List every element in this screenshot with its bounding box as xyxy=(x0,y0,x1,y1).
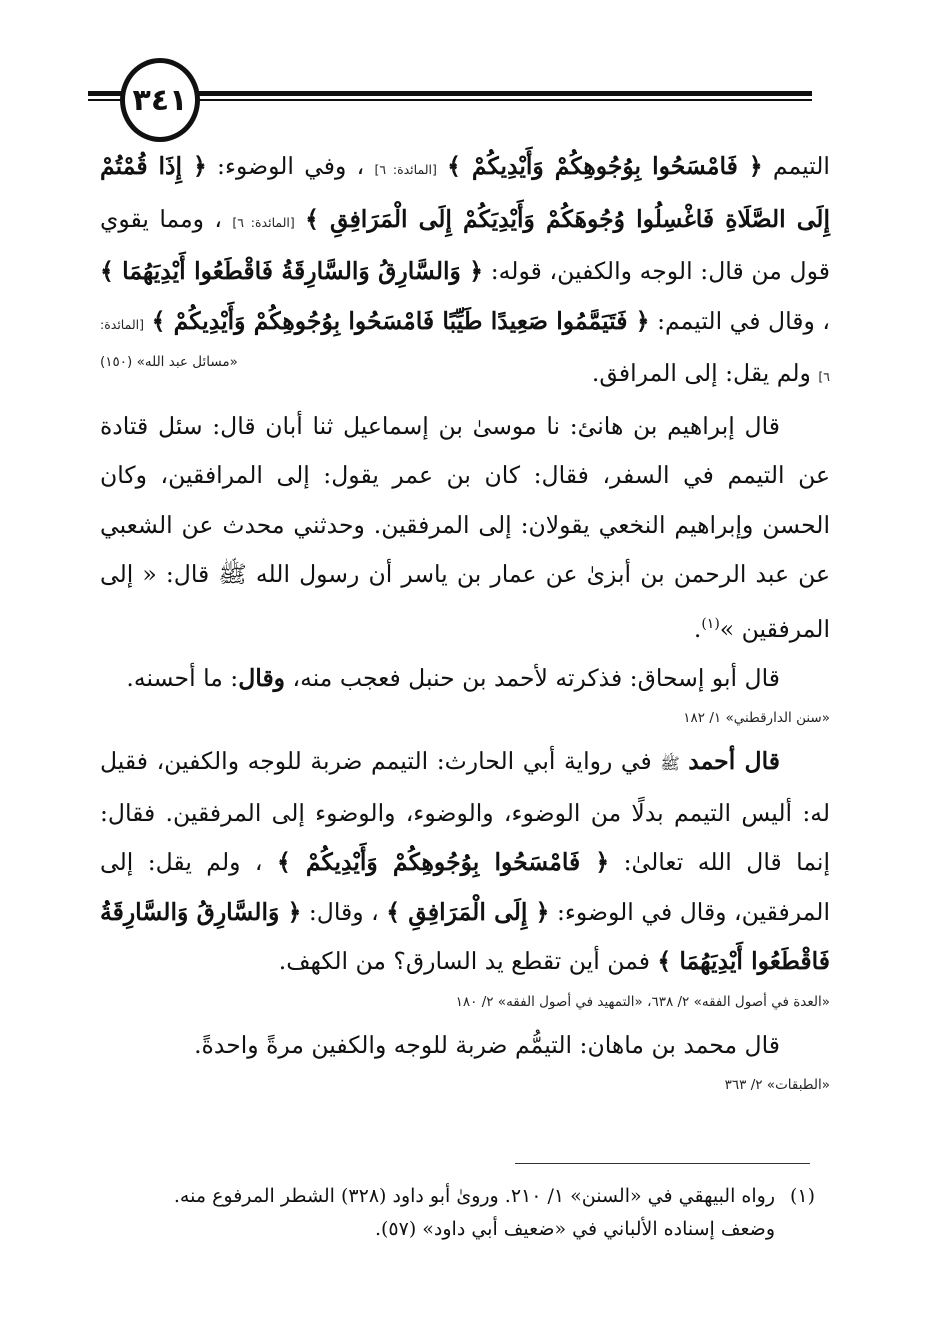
text-span: التيمم xyxy=(772,152,830,180)
quran-quote: ﴿ وَالسَّارِقُ وَالسَّارِقَةُ فَاقْطَعُوا أَيْدِيَهُمَا ﴾ xyxy=(100,257,484,285)
quran-quote: ﴿ فَامْسَحُوا بِوُجُوهِكُمْ وَأَيْدِيكُمْ ﴾ xyxy=(447,152,763,180)
verse-reference: [المائدة: ٦] xyxy=(100,316,830,384)
quran-quote: ﴿ إِذَا قُمْتُمْ إِلَى الصَّلَاةِ فَاغْسِلُوا وُجُوهَكُمْ وَأَيْدِيَكُمْ إِلَى الْمَرَافِقِ ﴾ xyxy=(100,152,830,233)
source-citation: «العدة في أصول الفقه» ٢/ ٦٣٨، «التمهيد في أصول الفقه» ٢/ ١٨٠ xyxy=(455,993,830,1010)
header-rule-left xyxy=(88,91,124,96)
footnote-separator xyxy=(515,1163,810,1164)
page-header xyxy=(88,58,812,148)
bold-text: وقال xyxy=(238,663,286,692)
paragraph-muhammad-mahan xyxy=(100,1021,830,1071)
quran-quote: ﴿ فَتَيَمَّمُوا صَعِيدًا طَيِّبًا فَامْسَحُوا بِوُجُوهِكُمْ وَأَيْدِيكُمْ ﴾ xyxy=(151,306,650,335)
paragraph-ibrahim-hani xyxy=(100,402,830,654)
bold-text: قال أحمد xyxy=(688,747,780,776)
honorific-glyph: ﷺ xyxy=(660,754,680,774)
text-span: : ما أحسنه. xyxy=(126,663,239,692)
paragraph-ahmad xyxy=(100,737,830,987)
text-span: قال محمد بن ماهان: التيمُّم ضربة للوجه والكفين مرةً واحدةً. xyxy=(194,1030,780,1059)
page-body xyxy=(100,142,830,1104)
text-span: فمن أين تقطع يد السارق؟ من الكهف. xyxy=(278,947,650,976)
header-rule-left-thin xyxy=(88,99,124,101)
footnote-number: (١) xyxy=(789,1185,815,1207)
verse-reference: [المائدة: ٦] xyxy=(232,214,295,230)
footnote-line xyxy=(100,1180,815,1213)
page-number: ٣٤١ xyxy=(120,58,200,142)
source-citation: «سنن الدارقطني» ١/ ١٨٢ xyxy=(683,710,830,727)
footnote-marker: (١) xyxy=(701,615,720,632)
text-span: ولم يقل: إلى المرافق. xyxy=(591,359,811,387)
text-span: . xyxy=(693,614,702,643)
source-citation: «مسائل عبد الله» (١٥٠) xyxy=(100,354,238,370)
header-rule-thin xyxy=(188,99,812,101)
quran-quote: ﴿ إِلَى الْمَرَافِقِ ﴾ xyxy=(386,897,550,926)
paragraph-abu-ishaq xyxy=(100,654,830,704)
header-rule xyxy=(188,91,812,96)
text-span: قال أبو إسحاق: فذكرته لأحمد بن حنبل فعجب منه، xyxy=(292,663,780,692)
footnote-text: وضعف إسناده الألباني في «ضعيف أبي داود» (٥٧). xyxy=(374,1218,775,1240)
text-span: ، ومما يقوي قول من قال: الوجه والكفين، قوله: xyxy=(100,204,830,285)
paragraph-tayammum-verse xyxy=(100,142,830,402)
text-span: ، ولم يقل: إلى المرفقين، وقال في الوضوء: xyxy=(100,848,830,926)
text-span: قال إبراهيم بن هانئ: نا موسىٰ بن إسماعيل ثنا أبان قال: سئل قتادة عن التيمم في السفر، فقال: كان بن عمر يقول: إلى المرافقين، وكان الحسن وإبراهيم النخعي يقولان: إلى المرفقين. وحدثني محدث عن الشعبي عن عبد الرحمن بن أبزىٰ عن عمار بن ياسر أن رسول الله ﷺ قال: « إلى المرفقين » xyxy=(100,411,830,643)
footnote-line xyxy=(100,1213,815,1246)
verse-reference: [المائدة: ٦] xyxy=(374,162,437,177)
text-span: ، وقال: xyxy=(308,897,379,926)
quran-quote: ﴿ وَالسَّارِقُ وَالسَّارِقَةُ فَاقْطَعُوا أَيْدِيَهُمَا ﴾ xyxy=(100,897,830,976)
text-span: ، وفي الوضوء: xyxy=(217,152,365,180)
quran-quote: ﴿ فَامْسَحُوا بِوُجُوهِكُمْ وَأَيْدِيكُمْ ﴾ xyxy=(276,848,610,877)
source-citation: «الطبقات» ٢/ ٣٦٣ xyxy=(724,1077,830,1094)
footnote xyxy=(100,1180,815,1246)
text-span: ، وقال في التيمم: xyxy=(657,306,830,335)
text-span: في رواية أبي الحارث: التيمم ضربة للوجه والكفين، فقيل له: أليس التيمم بدلًا من الوضوء، والوضوء، والوضوء إلى المرفقين. فقال: إنما قال الله تعالىٰ: xyxy=(100,747,830,877)
footnote-text: رواه البيهقي في «السنن» ١/ ٢١٠. ورویٰ أبو داود (٣٢٨) الشطر المرفوع منه. xyxy=(173,1185,775,1207)
